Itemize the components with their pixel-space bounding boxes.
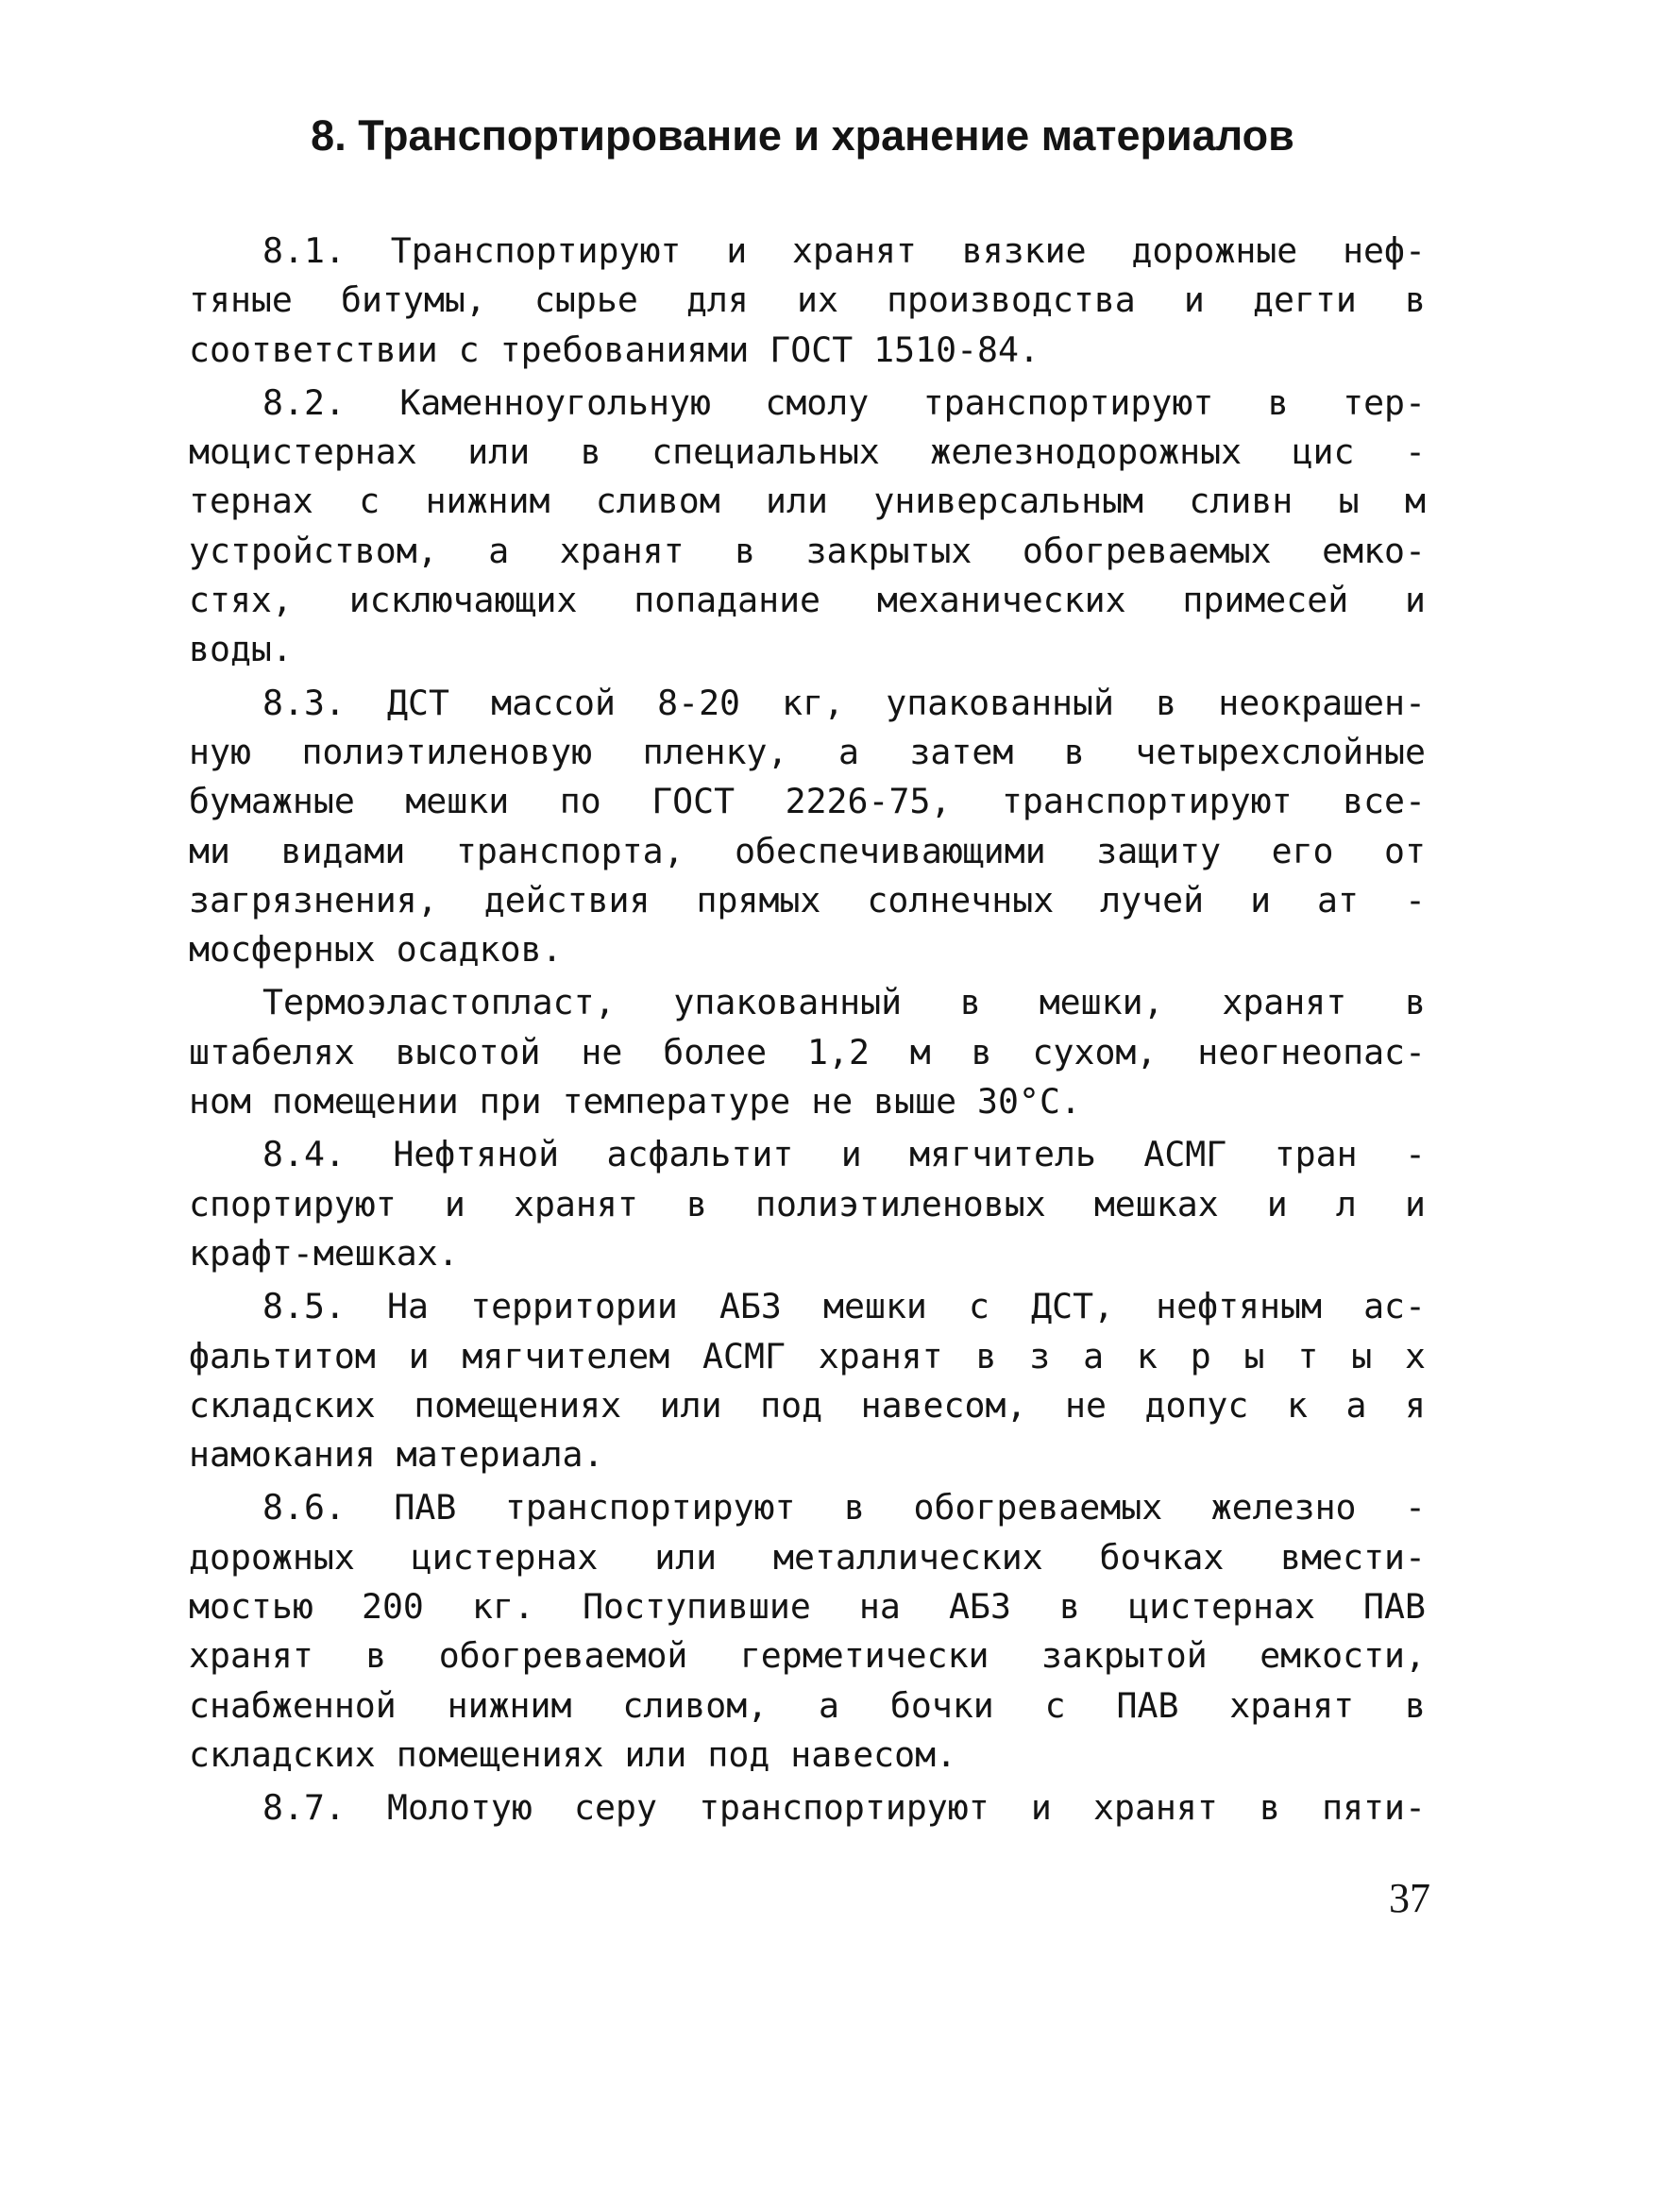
text-line: соответствии с требованиями ГОСТ 1510-84. xyxy=(189,329,1040,370)
text-line: загрязнения, действия прямых солнечных лучей и ат - xyxy=(189,879,1426,920)
text-line: ми видами транспорта, обеспечивающими защиту его от xyxy=(189,830,1426,871)
section-title: 8. Транспортирование и хранение материалов xyxy=(311,111,1294,160)
text-line: складских помещениях или под навесом. xyxy=(189,1733,957,1775)
body-text xyxy=(189,227,1426,1837)
text-line: 8.7. Молотую серу транспортируют и хранят в пяти- xyxy=(262,1787,1426,1829)
text-line: тяные битумы, сырье для их производства и дегти в xyxy=(189,279,1426,321)
text-line: устройством, а хранят в закрытых обогреваемых емко- xyxy=(189,530,1426,571)
text-line: 8.2. Каменноугольную смолу транспортируют в тер- xyxy=(262,381,1426,423)
paragraph-8-7 xyxy=(189,1783,1426,1832)
text-line: воды. xyxy=(189,629,293,670)
text-line: стях, исключающих попадание механических примесей и xyxy=(189,580,1426,621)
paragraph-8-2 xyxy=(189,379,1426,675)
text-line: фальтитом и мягчителем АСМГ хранят в з а к р ы т ы х xyxy=(189,1335,1426,1376)
text-line: ном помещении при температуре не выше 30°С. xyxy=(189,1081,1081,1123)
text-line: мосферных осадков. xyxy=(189,929,563,971)
paragraph-8-5 xyxy=(189,1282,1426,1479)
text-line: моцистернах или в специальных железнодорожных цис - xyxy=(189,431,1426,473)
text-line: ную полиэтиленовую пленку, а затем в четырехслойные xyxy=(189,731,1426,772)
text-line: 8.5. На территории АБЗ мешки с ДСТ, нефтяным ас- xyxy=(262,1286,1426,1327)
text-line: 8.6. ПАВ транспортируют в обогреваемых железно - xyxy=(262,1487,1426,1528)
text-line: штабелях высотой не более 1,2 м в сухом, неогнеопас- xyxy=(189,1031,1426,1072)
text-line: спортируют и хранят в полиэтиленовых мешках и л и xyxy=(189,1183,1426,1224)
text-line: намокания материала. xyxy=(189,1434,604,1476)
page-number: 37 xyxy=(1389,1875,1430,1921)
text-line: мостью 200 кг. Поступившие на АБЗ в цистернах ПАВ xyxy=(189,1586,1426,1628)
paragraph-8-1 xyxy=(189,227,1426,375)
text-line: складских помещениях или под навесом, не допус к а я xyxy=(189,1384,1426,1426)
text-line: 8.3. ДСТ массой 8-20 кг, упакованный в неокрашен- xyxy=(262,682,1426,723)
text-line: 8.4. Нефтяной асфальтит и мягчитель АСМГ тран - xyxy=(262,1134,1426,1175)
text-line: тернах с нижним сливом или универсальным сливн ы м xyxy=(189,481,1426,522)
paragraph-thermoelastoplast xyxy=(189,978,1426,1126)
text-line: крафт-мешках. xyxy=(189,1232,459,1274)
paragraph-8-3 xyxy=(189,679,1426,975)
text-line: бумажные мешки по ГОСТ 2226-75, транспортируют все- xyxy=(189,781,1426,822)
paragraph-8-6 xyxy=(189,1483,1426,1780)
text-line: снабженной нижним сливом, а бочки с ПАВ хранят в xyxy=(189,1684,1426,1726)
text-line: хранят в обогреваемой герметически закрытой емкости, xyxy=(189,1635,1426,1677)
text-line: дорожных цистернах или металлических бочках вмести- xyxy=(189,1536,1426,1578)
text-line: 8.1. Транспортируют и хранят вязкие дорожные неф- xyxy=(262,230,1426,271)
paragraph-8-4 xyxy=(189,1130,1426,1278)
text-line: Термоэластопласт, упакованный в мешки, хранят в xyxy=(262,982,1426,1023)
